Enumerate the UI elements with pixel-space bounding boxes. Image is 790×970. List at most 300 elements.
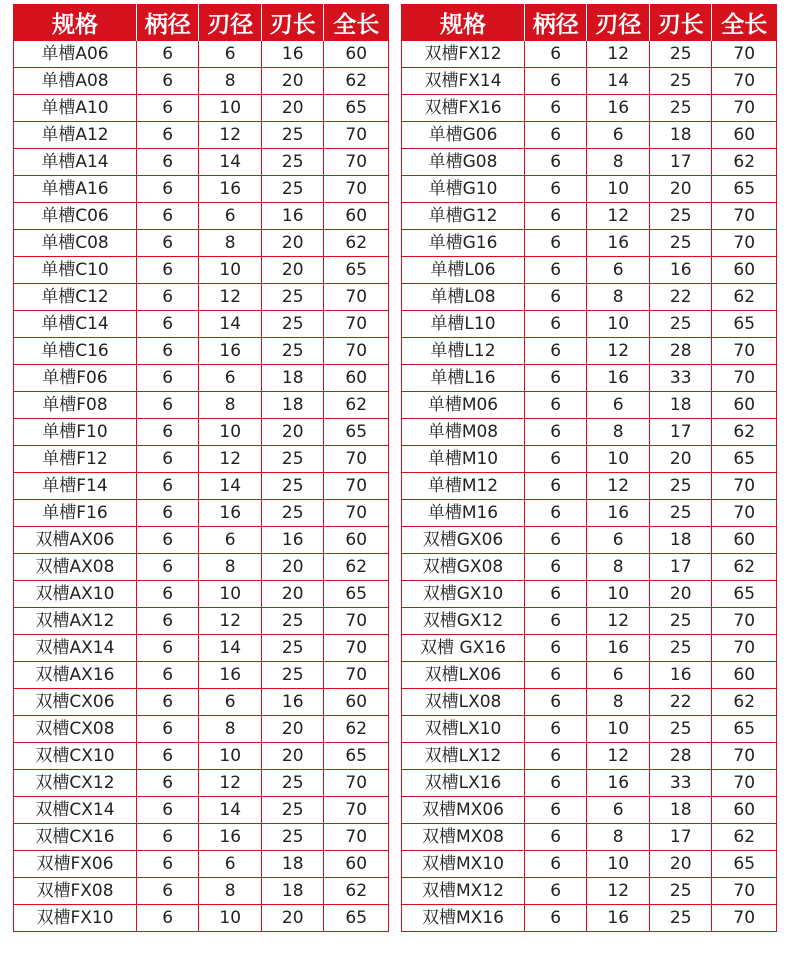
cell-shank-diameter: 6 xyxy=(136,257,199,284)
cell-shank-diameter: 6 xyxy=(136,500,199,527)
cell-spec: 单槽A16 xyxy=(14,176,137,203)
cell-blade-diameter: 6 xyxy=(587,257,650,284)
cell-blade-diameter: 8 xyxy=(199,392,262,419)
cell-shank-diameter: 6 xyxy=(136,122,199,149)
cell-shank-diameter: 6 xyxy=(524,770,587,797)
cell-total-length: 60 xyxy=(712,662,777,689)
table-row xyxy=(402,851,777,878)
table-row xyxy=(402,473,777,500)
cell-spec: 双槽LX10 xyxy=(402,716,525,743)
cell-blade-length: 20 xyxy=(261,581,324,608)
cell-total-length: 62 xyxy=(324,392,389,419)
cell-shank-diameter: 6 xyxy=(136,716,199,743)
cell-shank-diameter: 6 xyxy=(136,365,199,392)
cell-blade-length: 17 xyxy=(649,824,712,851)
cell-blade-diameter: 6 xyxy=(199,203,262,230)
cell-total-length: 70 xyxy=(712,878,777,905)
table-row xyxy=(402,95,777,122)
table-row xyxy=(402,68,777,95)
table-row xyxy=(14,176,389,203)
cell-total-length: 70 xyxy=(324,284,389,311)
cell-total-length: 70 xyxy=(324,500,389,527)
cell-blade-length: 33 xyxy=(649,770,712,797)
cell-blade-diameter: 8 xyxy=(587,554,650,581)
cell-total-length: 62 xyxy=(712,419,777,446)
table-row xyxy=(14,284,389,311)
cell-spec: 单槽F08 xyxy=(14,392,137,419)
header-shank-diameter: 柄径 xyxy=(136,4,199,41)
cell-blade-length: 17 xyxy=(649,554,712,581)
cell-spec: 双槽GX12 xyxy=(402,608,525,635)
header-blade-length: 刃长 xyxy=(261,4,324,41)
cell-total-length: 60 xyxy=(324,203,389,230)
cell-total-length: 62 xyxy=(712,284,777,311)
cell-spec: 双槽MX06 xyxy=(402,797,525,824)
cell-total-length: 65 xyxy=(324,95,389,122)
cell-blade-length: 20 xyxy=(261,95,324,122)
cell-total-length: 60 xyxy=(324,527,389,554)
cell-spec: 单槽C14 xyxy=(14,311,137,338)
cell-shank-diameter: 6 xyxy=(136,608,199,635)
table-row xyxy=(402,500,777,527)
cell-blade-diameter: 8 xyxy=(199,716,262,743)
cell-shank-diameter: 6 xyxy=(136,338,199,365)
table-row xyxy=(14,473,389,500)
cell-spec: 双槽LX08 xyxy=(402,689,525,716)
cell-total-length: 60 xyxy=(324,689,389,716)
cell-spec: 单槽L16 xyxy=(402,365,525,392)
cell-blade-diameter: 12 xyxy=(587,878,650,905)
cell-blade-diameter: 16 xyxy=(587,365,650,392)
table-row xyxy=(14,662,389,689)
cell-blade-length: 20 xyxy=(261,716,324,743)
table-row xyxy=(14,608,389,635)
cell-blade-diameter: 6 xyxy=(587,122,650,149)
cell-spec: 单槽M16 xyxy=(402,500,525,527)
cell-total-length: 70 xyxy=(324,824,389,851)
table-row xyxy=(402,716,777,743)
cell-blade-diameter: 12 xyxy=(587,743,650,770)
table-row xyxy=(402,662,777,689)
cell-blade-diameter: 8 xyxy=(199,68,262,95)
cell-spec: 双槽CX16 xyxy=(14,824,137,851)
table-row xyxy=(402,770,777,797)
cell-blade-diameter: 8 xyxy=(199,878,262,905)
cell-blade-diameter: 12 xyxy=(199,446,262,473)
table-row xyxy=(14,122,389,149)
cell-shank-diameter: 6 xyxy=(524,878,587,905)
cell-blade-length: 20 xyxy=(649,176,712,203)
cell-total-length: 70 xyxy=(712,473,777,500)
cell-blade-length: 25 xyxy=(261,176,324,203)
cell-blade-diameter: 6 xyxy=(199,851,262,878)
cell-total-length: 70 xyxy=(324,635,389,662)
cell-total-length: 60 xyxy=(324,851,389,878)
header-spec: 规格 xyxy=(402,4,525,41)
cell-shank-diameter: 6 xyxy=(524,662,587,689)
cell-shank-diameter: 6 xyxy=(524,635,587,662)
cell-blade-length: 25 xyxy=(649,878,712,905)
cell-total-length: 70 xyxy=(712,203,777,230)
cell-spec: 双槽MX16 xyxy=(402,905,525,932)
cell-blade-diameter: 6 xyxy=(587,392,650,419)
cell-shank-diameter: 6 xyxy=(524,473,587,500)
table-row xyxy=(402,419,777,446)
table-row xyxy=(402,149,777,176)
cell-spec: 双槽CX12 xyxy=(14,770,137,797)
cell-shank-diameter: 6 xyxy=(524,311,587,338)
cell-blade-diameter: 12 xyxy=(587,473,650,500)
cell-blade-diameter: 10 xyxy=(199,419,262,446)
cell-total-length: 70 xyxy=(324,122,389,149)
cell-blade-length: 22 xyxy=(649,284,712,311)
cell-total-length: 70 xyxy=(712,230,777,257)
cell-spec: 单槽F06 xyxy=(14,365,137,392)
table-row xyxy=(14,905,389,932)
table-row xyxy=(402,527,777,554)
cell-shank-diameter: 6 xyxy=(136,149,199,176)
cell-total-length: 70 xyxy=(324,662,389,689)
cell-total-length: 65 xyxy=(324,419,389,446)
cell-total-length: 70 xyxy=(712,338,777,365)
table-body xyxy=(402,41,777,932)
cell-total-length: 65 xyxy=(324,257,389,284)
cell-total-length: 70 xyxy=(324,311,389,338)
cell-blade-length: 25 xyxy=(261,770,324,797)
cell-shank-diameter: 6 xyxy=(136,851,199,878)
cell-blade-diameter: 12 xyxy=(199,770,262,797)
table-body xyxy=(14,41,389,932)
cell-shank-diameter: 6 xyxy=(524,284,587,311)
cell-blade-length: 16 xyxy=(649,257,712,284)
cell-spec: 双槽GX10 xyxy=(402,581,525,608)
cell-blade-length: 25 xyxy=(261,446,324,473)
cell-total-length: 65 xyxy=(712,716,777,743)
table-row xyxy=(14,95,389,122)
cell-blade-length: 20 xyxy=(649,446,712,473)
cell-spec: 单槽A14 xyxy=(14,149,137,176)
cell-blade-diameter: 6 xyxy=(587,662,650,689)
cell-blade-length: 18 xyxy=(261,878,324,905)
cell-blade-diameter: 12 xyxy=(587,203,650,230)
cell-total-length: 70 xyxy=(324,149,389,176)
cell-blade-diameter: 10 xyxy=(587,446,650,473)
table-row xyxy=(402,41,777,68)
cell-spec: 单槽C06 xyxy=(14,203,137,230)
cell-spec: 双槽MX10 xyxy=(402,851,525,878)
cell-blade-length: 25 xyxy=(649,230,712,257)
cell-total-length: 65 xyxy=(712,581,777,608)
cell-spec: 单槽L06 xyxy=(402,257,525,284)
table-row xyxy=(14,149,389,176)
cell-blade-diameter: 12 xyxy=(199,608,262,635)
cell-spec: 双槽AX06 xyxy=(14,527,137,554)
cell-shank-diameter: 6 xyxy=(136,446,199,473)
cell-blade-diameter: 16 xyxy=(199,338,262,365)
cell-blade-length: 18 xyxy=(649,122,712,149)
header-blade-diameter: 刃径 xyxy=(587,4,650,41)
cell-spec: 单槽A12 xyxy=(14,122,137,149)
table-row xyxy=(14,554,389,581)
cell-total-length: 62 xyxy=(712,824,777,851)
cell-spec: 双槽LX06 xyxy=(402,662,525,689)
cell-blade-diameter: 10 xyxy=(199,743,262,770)
cell-total-length: 70 xyxy=(712,95,777,122)
cell-shank-diameter: 6 xyxy=(136,176,199,203)
cell-blade-length: 18 xyxy=(649,527,712,554)
cell-shank-diameter: 6 xyxy=(136,797,199,824)
spec-table-left xyxy=(13,4,389,932)
cell-blade-diameter: 16 xyxy=(199,662,262,689)
cell-blade-length: 20 xyxy=(261,68,324,95)
cell-blade-diameter: 16 xyxy=(199,176,262,203)
table-row xyxy=(402,797,777,824)
cell-shank-diameter: 6 xyxy=(136,392,199,419)
cell-spec: 单槽C10 xyxy=(14,257,137,284)
cell-spec: 单槽G06 xyxy=(402,122,525,149)
table-row xyxy=(14,500,389,527)
table-row xyxy=(402,743,777,770)
cell-total-length: 62 xyxy=(324,716,389,743)
cell-blade-diameter: 6 xyxy=(199,527,262,554)
cell-blade-length: 18 xyxy=(649,392,712,419)
table-row xyxy=(402,311,777,338)
table-row xyxy=(14,635,389,662)
cell-shank-diameter: 6 xyxy=(136,68,199,95)
cell-spec: 双槽GX08 xyxy=(402,554,525,581)
cell-spec: 单槽L12 xyxy=(402,338,525,365)
cell-blade-diameter: 12 xyxy=(587,338,650,365)
cell-blade-length: 20 xyxy=(261,905,324,932)
cell-blade-length: 25 xyxy=(261,797,324,824)
cell-total-length: 70 xyxy=(712,68,777,95)
cell-blade-diameter: 14 xyxy=(199,311,262,338)
table-row xyxy=(14,338,389,365)
cell-blade-length: 18 xyxy=(649,797,712,824)
cell-blade-length: 25 xyxy=(261,500,324,527)
table-row xyxy=(14,392,389,419)
table-row xyxy=(14,419,389,446)
cell-shank-diameter: 6 xyxy=(524,743,587,770)
cell-spec: 双槽FX10 xyxy=(14,905,137,932)
cell-spec: 双槽LX12 xyxy=(402,743,525,770)
cell-total-length: 60 xyxy=(712,527,777,554)
cell-blade-length: 17 xyxy=(649,149,712,176)
cell-spec: 双槽 GX16 xyxy=(402,635,525,662)
cell-blade-diameter: 10 xyxy=(587,311,650,338)
cell-total-length: 60 xyxy=(324,365,389,392)
cell-spec: 双槽FX12 xyxy=(402,41,525,68)
cell-total-length: 70 xyxy=(712,635,777,662)
table-row xyxy=(402,824,777,851)
cell-blade-diameter: 16 xyxy=(199,500,262,527)
table-row xyxy=(402,122,777,149)
cell-spec: 双槽FX16 xyxy=(402,95,525,122)
cell-blade-diameter: 14 xyxy=(199,149,262,176)
header-total-length: 全长 xyxy=(712,4,777,41)
table-row xyxy=(14,824,389,851)
header-blade-length: 刃长 xyxy=(649,4,712,41)
cell-blade-length: 18 xyxy=(261,365,324,392)
cell-blade-diameter: 6 xyxy=(199,689,262,716)
cell-blade-length: 25 xyxy=(649,905,712,932)
cell-spec: 双槽FX06 xyxy=(14,851,137,878)
cell-total-length: 60 xyxy=(712,797,777,824)
cell-shank-diameter: 6 xyxy=(136,284,199,311)
cell-shank-diameter: 6 xyxy=(524,446,587,473)
cell-blade-diameter: 10 xyxy=(587,716,650,743)
table-row xyxy=(14,446,389,473)
cell-spec: 双槽CX08 xyxy=(14,716,137,743)
cell-spec: 双槽MX08 xyxy=(402,824,525,851)
cell-spec: 单槽M08 xyxy=(402,419,525,446)
cell-shank-diameter: 6 xyxy=(524,230,587,257)
table-row xyxy=(402,878,777,905)
cell-blade-length: 25 xyxy=(261,149,324,176)
cell-shank-diameter: 6 xyxy=(524,500,587,527)
cell-shank-diameter: 6 xyxy=(524,176,587,203)
cell-total-length: 62 xyxy=(324,878,389,905)
cell-total-length: 70 xyxy=(712,608,777,635)
cell-blade-length: 20 xyxy=(261,743,324,770)
cell-shank-diameter: 6 xyxy=(136,95,199,122)
cell-blade-length: 28 xyxy=(649,338,712,365)
table-row xyxy=(14,68,389,95)
cell-blade-diameter: 16 xyxy=(587,230,650,257)
table-row xyxy=(14,797,389,824)
cell-blade-length: 16 xyxy=(261,41,324,68)
cell-blade-length: 17 xyxy=(649,419,712,446)
table-header-row xyxy=(14,4,389,41)
cell-total-length: 62 xyxy=(324,68,389,95)
cell-blade-diameter: 8 xyxy=(199,230,262,257)
cell-total-length: 70 xyxy=(324,446,389,473)
cell-blade-length: 20 xyxy=(649,581,712,608)
cell-total-length: 60 xyxy=(324,41,389,68)
cell-blade-length: 25 xyxy=(649,311,712,338)
table-row xyxy=(14,203,389,230)
table-row xyxy=(402,392,777,419)
cell-shank-diameter: 6 xyxy=(524,419,587,446)
cell-shank-diameter: 6 xyxy=(136,203,199,230)
cell-total-length: 62 xyxy=(324,230,389,257)
table-row xyxy=(14,257,389,284)
cell-total-length: 70 xyxy=(712,905,777,932)
cell-blade-length: 25 xyxy=(649,500,712,527)
cell-spec: 双槽AX16 xyxy=(14,662,137,689)
table-row xyxy=(402,446,777,473)
table-row xyxy=(14,770,389,797)
cell-spec: 双槽GX06 xyxy=(402,527,525,554)
cell-blade-diameter: 10 xyxy=(199,95,262,122)
cell-spec: 单槽A10 xyxy=(14,95,137,122)
cell-shank-diameter: 6 xyxy=(524,581,587,608)
cell-shank-diameter: 6 xyxy=(136,554,199,581)
cell-blade-length: 20 xyxy=(261,230,324,257)
cell-blade-diameter: 16 xyxy=(587,635,650,662)
cell-blade-length: 16 xyxy=(261,689,324,716)
cell-total-length: 65 xyxy=(324,581,389,608)
cell-blade-diameter: 8 xyxy=(587,689,650,716)
cell-blade-length: 16 xyxy=(649,662,712,689)
cell-shank-diameter: 6 xyxy=(524,554,587,581)
cell-blade-length: 16 xyxy=(261,203,324,230)
cell-shank-diameter: 6 xyxy=(136,581,199,608)
cell-blade-diameter: 16 xyxy=(587,770,650,797)
cell-blade-diameter: 10 xyxy=(587,851,650,878)
cell-blade-length: 20 xyxy=(261,554,324,581)
cell-shank-diameter: 6 xyxy=(136,662,199,689)
cell-shank-diameter: 6 xyxy=(524,68,587,95)
cell-spec: 单槽F12 xyxy=(14,446,137,473)
table-row xyxy=(402,581,777,608)
cell-shank-diameter: 6 xyxy=(524,527,587,554)
cell-blade-diameter: 6 xyxy=(199,41,262,68)
cell-blade-length: 25 xyxy=(261,473,324,500)
cell-blade-diameter: 8 xyxy=(199,554,262,581)
cell-total-length: 65 xyxy=(324,743,389,770)
cell-total-length: 62 xyxy=(712,149,777,176)
table-row xyxy=(402,554,777,581)
cell-spec: 双槽LX16 xyxy=(402,770,525,797)
cell-blade-length: 25 xyxy=(649,95,712,122)
cell-blade-diameter: 12 xyxy=(587,41,650,68)
table-row xyxy=(402,338,777,365)
cell-shank-diameter: 6 xyxy=(136,419,199,446)
cell-shank-diameter: 6 xyxy=(524,41,587,68)
cell-spec: 单槽M10 xyxy=(402,446,525,473)
cell-blade-diameter: 10 xyxy=(199,905,262,932)
table-row xyxy=(14,230,389,257)
cell-spec: 单槽C12 xyxy=(14,284,137,311)
cell-shank-diameter: 6 xyxy=(524,689,587,716)
cell-spec: 双槽AX14 xyxy=(14,635,137,662)
cell-spec: 双槽FX14 xyxy=(402,68,525,95)
cell-spec: 单槽G12 xyxy=(402,203,525,230)
cell-spec: 单槽C16 xyxy=(14,338,137,365)
cell-blade-length: 25 xyxy=(649,68,712,95)
cell-spec: 单槽A06 xyxy=(14,41,137,68)
table-row xyxy=(402,176,777,203)
cell-total-length: 62 xyxy=(324,554,389,581)
cell-shank-diameter: 6 xyxy=(524,797,587,824)
cell-spec: 双槽CX10 xyxy=(14,743,137,770)
cell-shank-diameter: 6 xyxy=(136,770,199,797)
cell-total-length: 60 xyxy=(712,257,777,284)
cell-shank-diameter: 6 xyxy=(136,527,199,554)
table-row xyxy=(14,41,389,68)
cell-total-length: 60 xyxy=(712,122,777,149)
cell-spec: 双槽FX08 xyxy=(14,878,137,905)
cell-blade-length: 20 xyxy=(649,851,712,878)
cell-total-length: 70 xyxy=(712,365,777,392)
cell-blade-diameter: 10 xyxy=(199,257,262,284)
cell-blade-length: 28 xyxy=(649,743,712,770)
cell-spec: 双槽CX06 xyxy=(14,689,137,716)
cell-blade-length: 20 xyxy=(261,419,324,446)
cell-spec: 双槽AX08 xyxy=(14,554,137,581)
cell-blade-diameter: 16 xyxy=(587,500,650,527)
cell-spec: 单槽F16 xyxy=(14,500,137,527)
cell-blade-length: 16 xyxy=(261,527,324,554)
cell-total-length: 65 xyxy=(712,851,777,878)
cell-shank-diameter: 6 xyxy=(524,149,587,176)
cell-blade-length: 25 xyxy=(649,203,712,230)
cell-total-length: 70 xyxy=(324,473,389,500)
cell-spec: 双槽AX10 xyxy=(14,581,137,608)
cell-shank-diameter: 6 xyxy=(136,311,199,338)
cell-blade-diameter: 14 xyxy=(587,68,650,95)
